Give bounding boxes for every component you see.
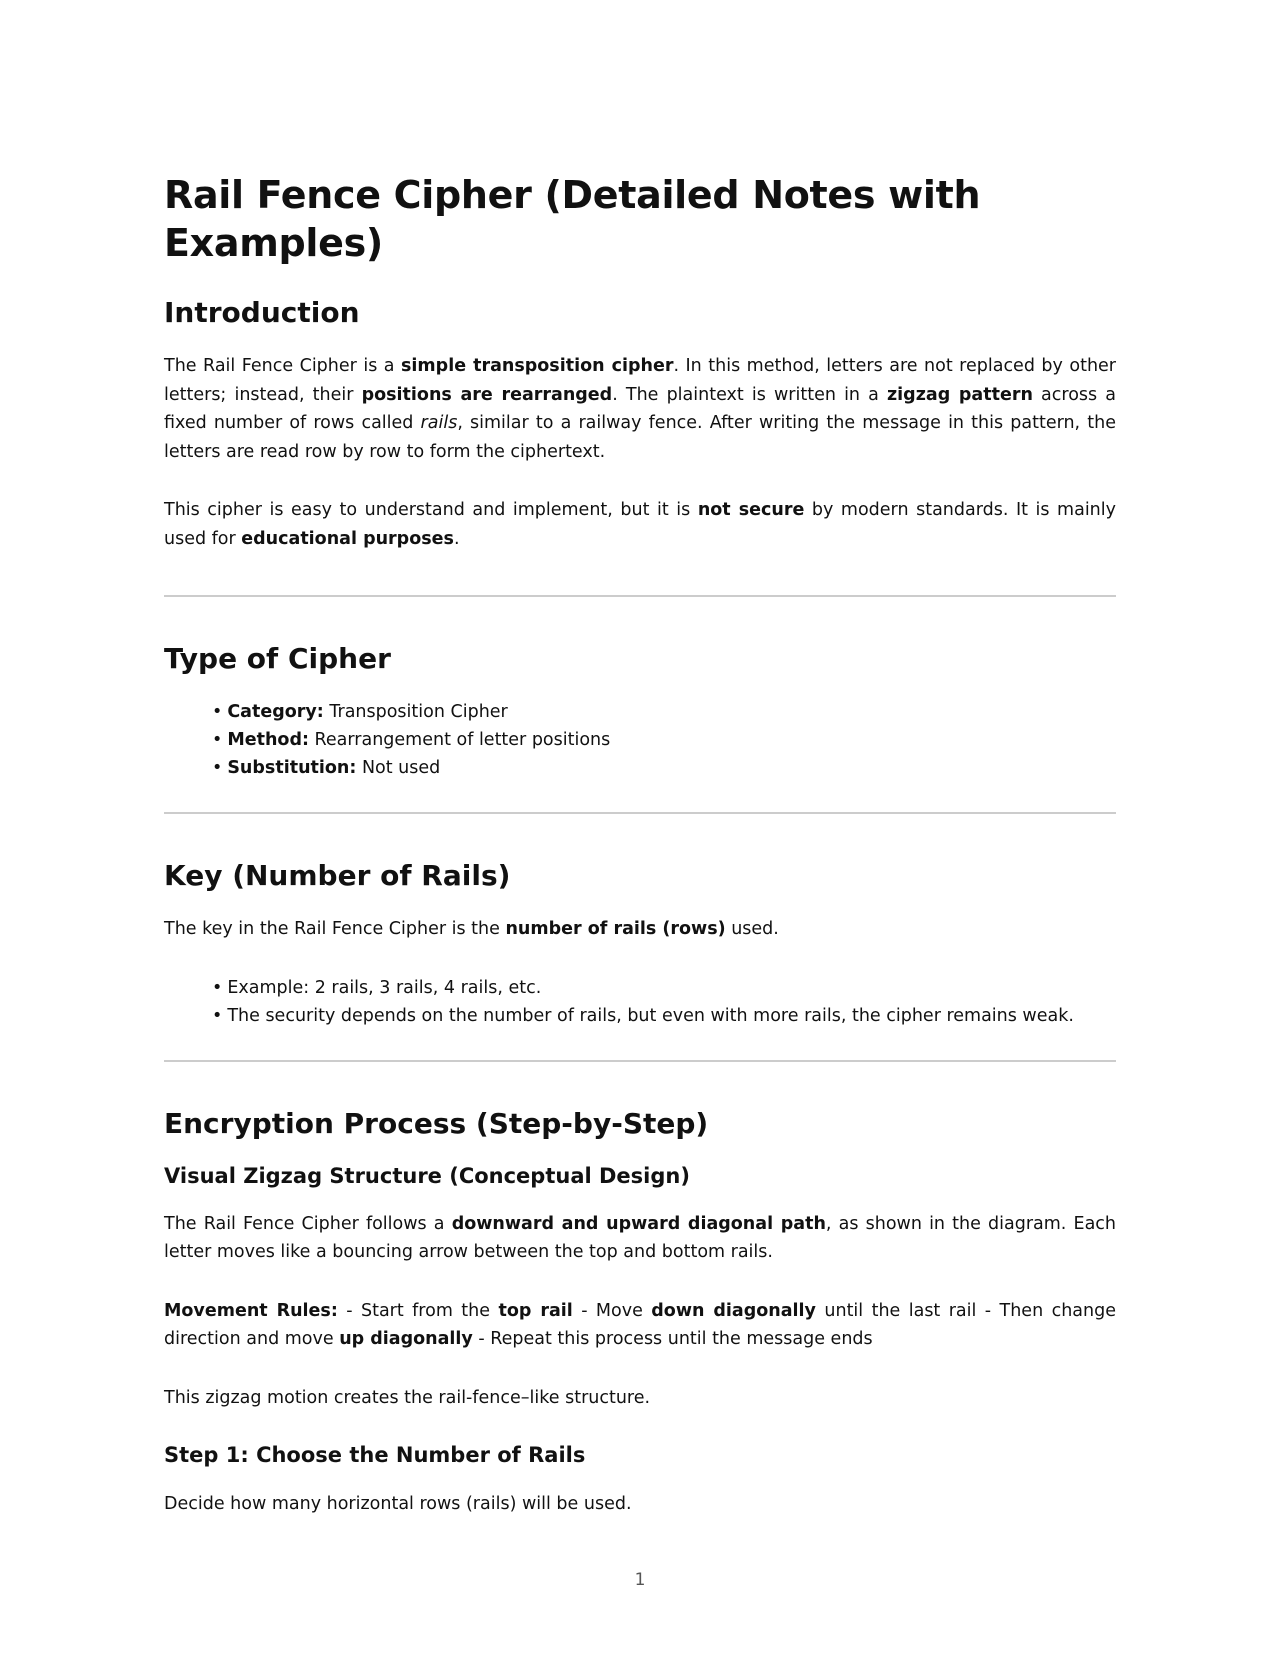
bold-text: positions are rearranged [361,384,613,405]
bold-text: educational purposes [241,528,454,549]
visual-zigzag-paragraph-3 [164,1384,1116,1413]
step-1-paragraph [164,1490,1116,1519]
text-run: until the last rail - Then change direction and move [164,1300,1116,1350]
key-paragraph [164,915,1116,944]
text-run: - Repeat this process until the message ends [472,1329,873,1350]
bold-text: up diagonally [339,1329,473,1350]
list-item-label: Substitution: [227,758,357,778]
text-run: The Rail Fence Cipher follows a [164,1213,452,1234]
section-divider [164,595,1116,597]
italic-text: rails [420,413,458,433]
text-run: . In this method, letters are not replaced by other letters; instead, their [164,356,1117,405]
bold-text: simple transposition cipher [401,356,674,376]
text-run: This zigzag motion creates the rail-fence–like structure. [164,1387,651,1408]
text-run: The Rail Fence Cipher is a [164,356,402,376]
introduction-heading: Introduction [164,296,360,329]
text-run: Decide how many horizontal rows (rails) will be used. [164,1493,632,1514]
visual-zigzag-paragraph-1 [164,1210,1116,1267]
bold-text: zigzag pattern [887,384,1033,405]
encryption-heading: Encryption Process (Step-by-Step) [164,1106,709,1140]
introduction-paragraph-2 [164,496,1116,553]
document-page [164,172,1116,1548]
text-run: - Start from the [337,1300,499,1321]
text-run: - Move [572,1300,652,1321]
list-item [212,754,1116,782]
bullet-icon: • [212,977,223,998]
step-1-heading: Step 1: Choose the Number of Rails [164,1443,586,1468]
list-item [212,1002,1116,1030]
list-item [212,726,1116,754]
list-item [212,698,1116,726]
key-heading: Key (Number of Rails) [164,859,511,892]
introduction-paragraph-1 [164,352,1116,466]
list-item [212,974,1116,1002]
text-run: across a fixed number of rows called [164,384,1116,433]
list-item-label: Category: [227,702,324,722]
list-item-value: Not used [356,758,441,778]
list-item-value: Transposition Cipher [323,702,508,722]
bold-text: downward and upward diagonal path [451,1213,826,1234]
movement-rules-paragraph [164,1297,1116,1354]
bold-text: down diagonally [651,1300,816,1321]
text-run: This cipher is easy to understand and implement, but it is [164,500,698,520]
text-run: The key in the Rail Fence Cipher is the [164,919,506,939]
list-item-text: The security depends on the number of rails, but even with more rails, the cipher remains weak. [227,1005,1074,1026]
bold-text: not secure [697,500,805,520]
type-of-cipher-heading: Type of Cipher [164,642,391,675]
list-item-value: Rearrangement of letter positions [308,730,611,750]
section-divider [164,1060,1116,1062]
text-run: used. [725,919,779,939]
bold-text: number of rails (rows) [505,919,726,939]
text-run: , similar to a railway fence. After writing the message in this pattern, the letters are read row by row to form the ciphertext. [164,413,1116,462]
bullet-icon: • [212,702,223,722]
bullet-icon: • [212,730,223,750]
list-item-label: Method: [227,730,309,750]
text-run: . The plaintext is written in a [612,384,887,405]
bullet-icon: • [212,758,223,778]
text-run: . [453,528,460,549]
text-run: , as shown in the diagram. Each letter moves like a bouncing arrow between the top and bottom rails. [164,1213,1117,1263]
bold-text: top rail [498,1300,573,1321]
list-item-text: Example: 2 rails, 3 rails, 4 rails, etc. [227,977,542,998]
text-run: by modern standards. It is mainly used for [164,500,1116,549]
section-divider [164,812,1116,814]
bold-text: Movement Rules: [164,1300,338,1321]
page-number: 1 [634,1570,646,1590]
key-list [164,974,1116,1030]
bullet-icon: • [212,1005,223,1026]
visual-zigzag-heading: Visual Zigzag Structure (Conceptual Design) [164,1163,690,1188]
type-of-cipher-list [164,698,1116,782]
document-title: Rail Fence Cipher (Detailed Notes with Examples) [164,173,981,265]
